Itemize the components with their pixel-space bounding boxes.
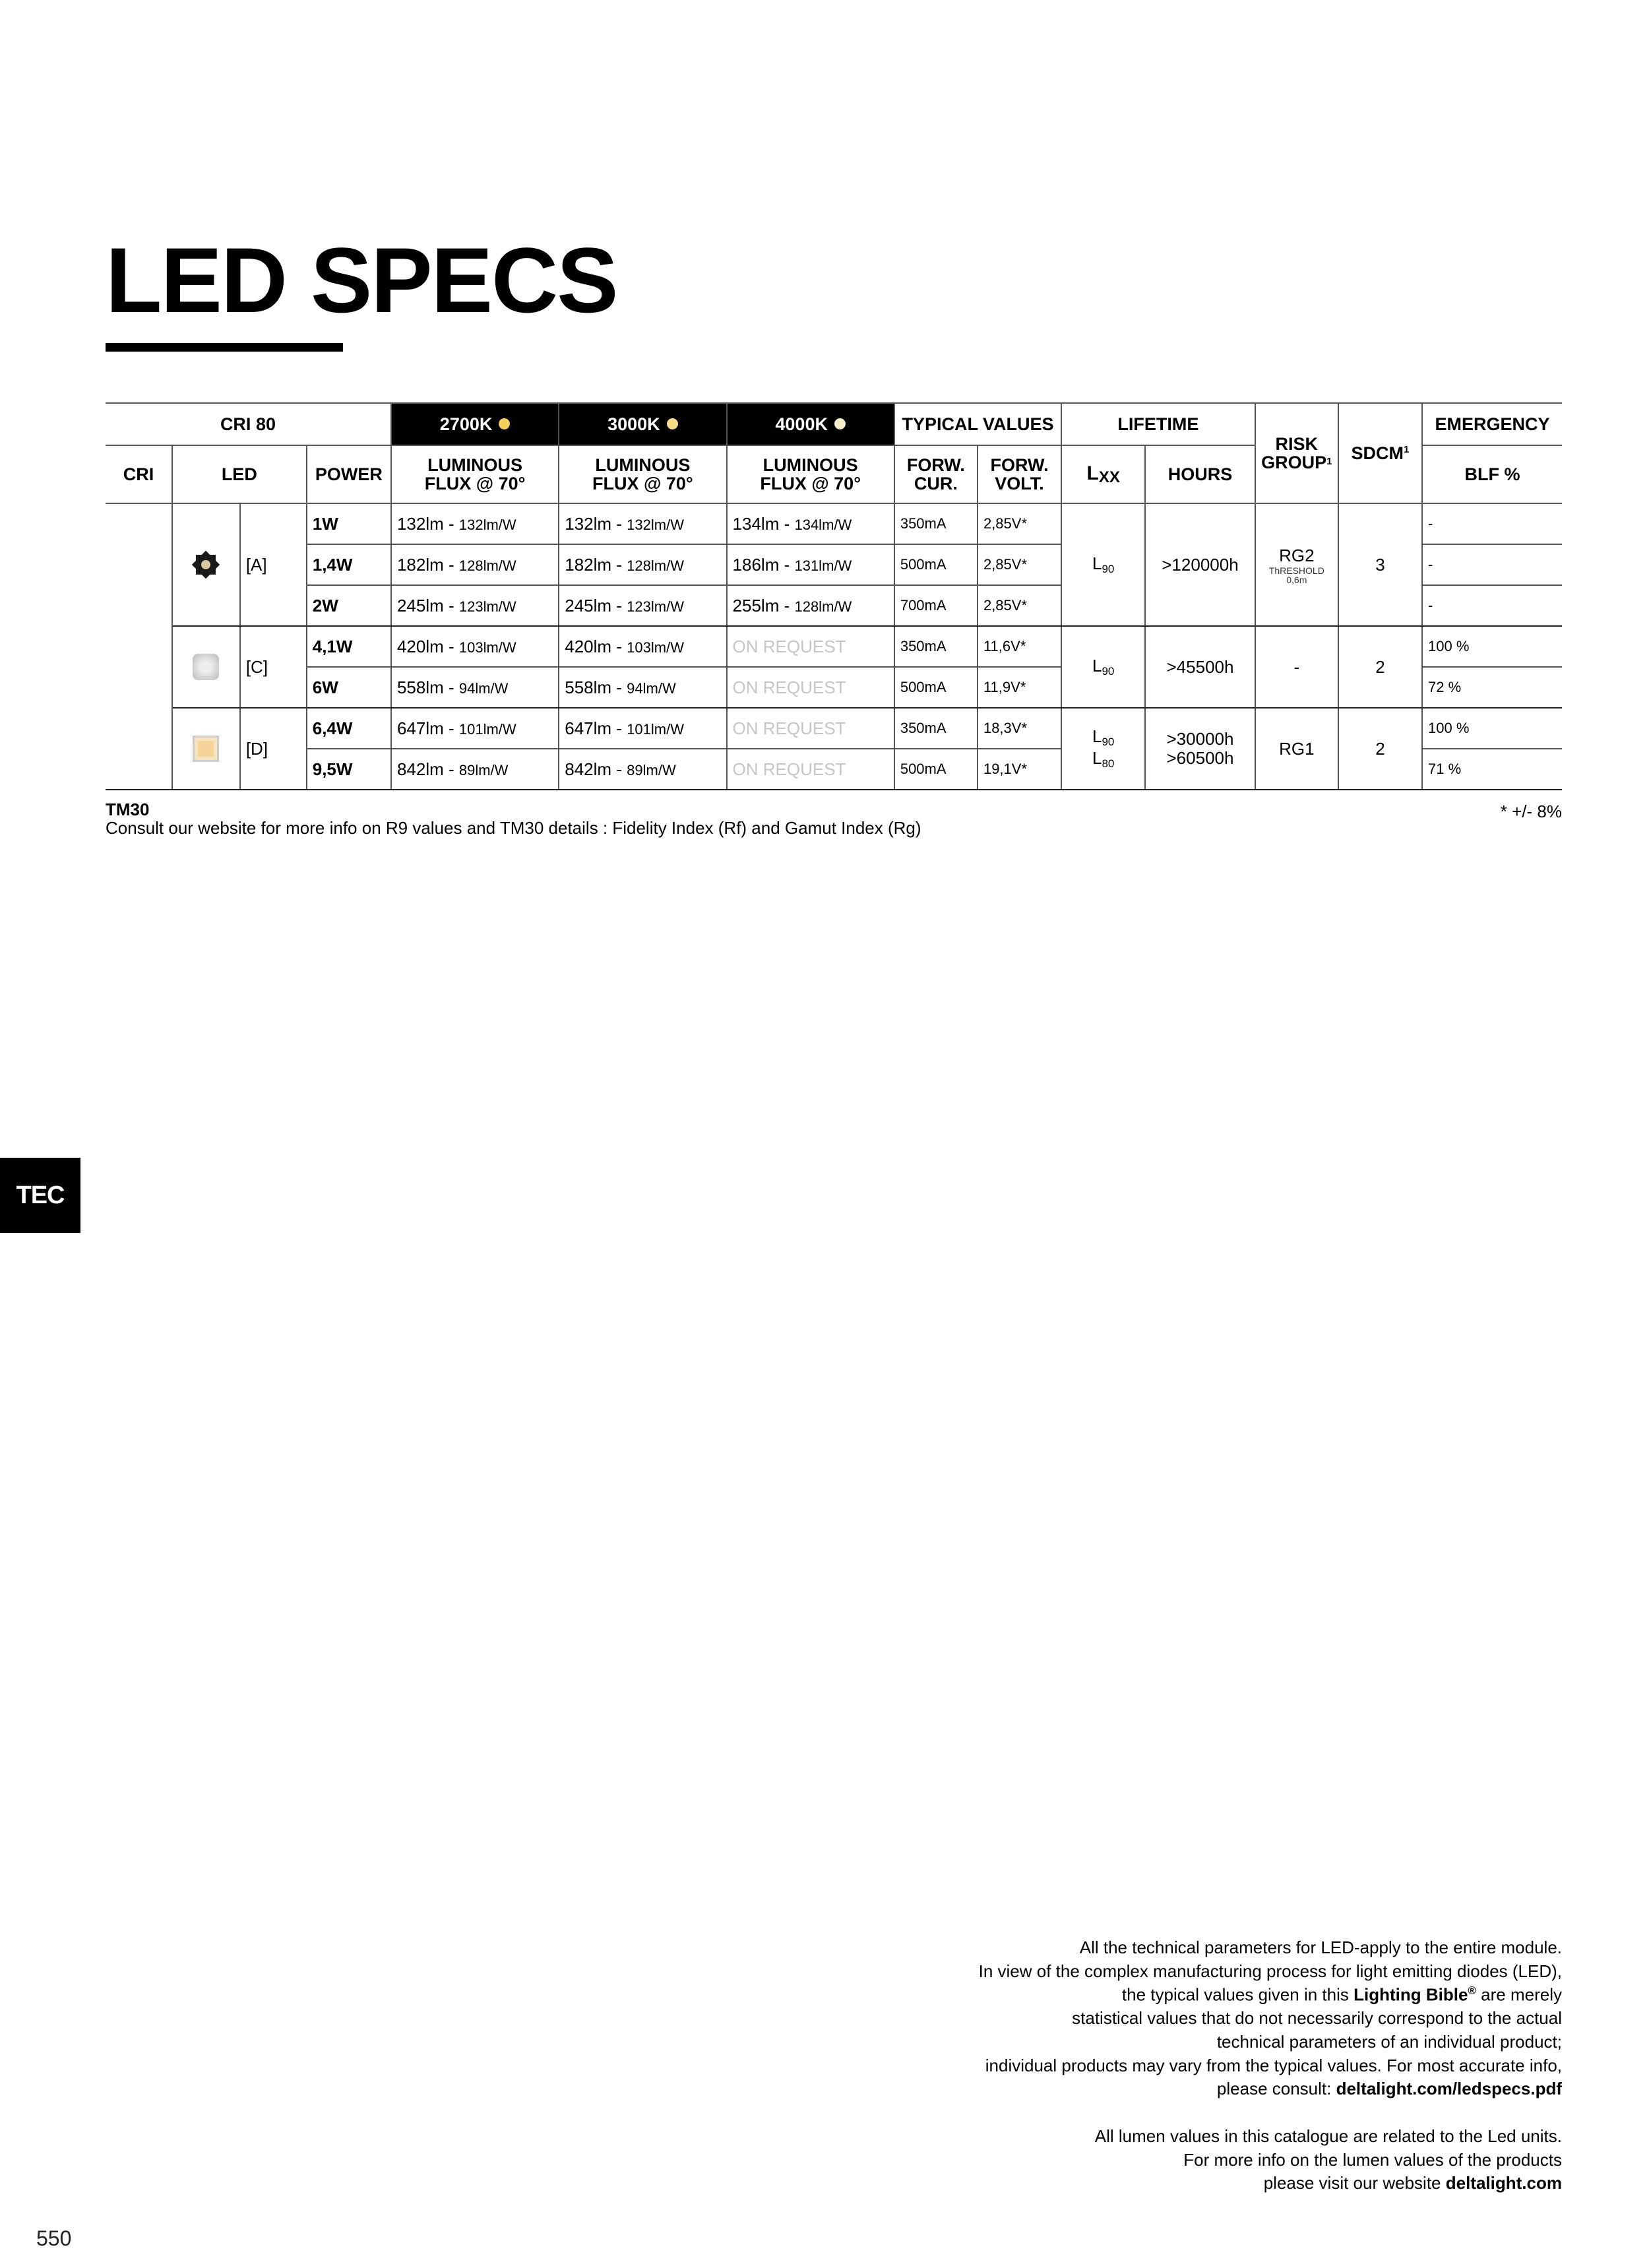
led-c-image [172, 626, 240, 708]
square-led-icon [193, 736, 219, 762]
power-cell: 4,1W [307, 626, 391, 667]
flux-cell: 647lm - 101lm/W [559, 708, 726, 749]
temp-2700k-header: 2700K [391, 403, 559, 445]
disclaimer-line: All the technical parameters for LED-apply to the entire module. [1079, 1937, 1562, 1957]
disclaimer-block [902, 1936, 1562, 2195]
sdcm-cell: 2 [1338, 626, 1422, 708]
lxx-cell: $L_{90}$ [1061, 626, 1145, 708]
current-cell: 500mA [894, 667, 978, 708]
voltage-cell: 11,9V* [978, 667, 1061, 708]
cri-column-header: CRI [106, 445, 172, 503]
sdcm-header: SDCM$^1$ [1338, 403, 1422, 503]
emergency-header: EMERGENCY [1422, 403, 1562, 445]
led-label: [C] [240, 626, 307, 708]
led-specs-table [106, 402, 1562, 790]
forw-cur-header: FORW. CUR. [894, 445, 978, 503]
blf-cell: 71 % [1422, 749, 1562, 790]
disclaimer-line: please consult: deltalight.com/ledspecs.pdf [1216, 2079, 1562, 2099]
sdcm-cell: 2 [1338, 708, 1422, 790]
voltage-cell: 11,6V* [978, 626, 1061, 667]
current-cell: 700mA [894, 585, 978, 626]
flux-cell: 245lm - 123lm/W [391, 585, 559, 626]
flux-cell: 558lm - 94lm/W [391, 667, 559, 708]
current-cell: 350mA [894, 708, 978, 749]
ledspecs-link[interactable]: deltalight.com/ledspecs.pdf [1336, 2079, 1562, 2099]
sdcm-cell: 3 [1338, 503, 1422, 626]
led-column-header: LED [172, 445, 307, 503]
lxx-cell: $L_{90}$ $L_{80}$ [1061, 708, 1145, 790]
led-d-image [172, 708, 240, 790]
on-request-cell: ON REQUEST [727, 667, 894, 708]
hours-cell: >45500h [1145, 626, 1255, 708]
blf-cell: - [1422, 503, 1562, 544]
current-cell: 500mA [894, 749, 978, 790]
disclaimer-line: individual products may vary from the typical values. For most accurate info, [985, 2055, 1562, 2075]
blf-cell: 100 % [1422, 708, 1562, 749]
risk-cell: RG2 ThRESHOLD 0,6m [1255, 503, 1338, 626]
power-cell: 6W [307, 667, 391, 708]
website-link[interactable]: deltalight.com [1445, 2173, 1562, 2193]
blf-cell: - [1422, 544, 1562, 585]
lifetime-header: LIFETIME [1061, 403, 1255, 445]
risk-cell: RG1 [1255, 708, 1338, 790]
on-request-cell: ON REQUEST [727, 749, 894, 790]
current-cell: 350mA [894, 626, 978, 667]
led-label: [A] [240, 503, 307, 626]
tolerance-note: * +/- 8% [1500, 802, 1562, 821]
power-cell: 2W [307, 585, 391, 626]
disclaimer-line: In view of the complex manufacturing process for light emitting diodes (LED), [978, 1961, 1562, 1981]
hours-cell: >30000h >60500h [1145, 708, 1255, 790]
temp-3000k-header: 3000K [559, 403, 726, 445]
page-title: LED SPECS [106, 228, 617, 332]
risk-cell: - [1255, 626, 1338, 708]
cri-group-header: CRI 80 [106, 403, 391, 445]
flux-cell: 186lm - 131lm/W [727, 544, 894, 585]
disclaimer-line: For more info on the lumen values of the products [1183, 2149, 1562, 2170]
blf-cell: - [1422, 585, 1562, 626]
flux-cell: 558lm - 94lm/W [559, 667, 726, 708]
typical-values-header: TYPICAL VALUES [894, 403, 1061, 445]
title-underline [106, 343, 343, 352]
tm30-title: TM30 [106, 800, 150, 819]
flux-cell: 842lm - 89lm/W [559, 749, 726, 790]
flux-cell: 255lm - 128lm/W [727, 585, 894, 626]
disclaimer-line: technical parameters of an individual product; [1216, 2032, 1562, 2052]
current-cell: 500mA [894, 544, 978, 585]
led-specs-table-container [106, 402, 1562, 790]
table-row [106, 503, 1562, 544]
led-a-image [172, 503, 240, 626]
flux-cell: 647lm - 101lm/W [391, 708, 559, 749]
blf-cell: 72 % [1422, 667, 1562, 708]
voltage-cell: 2,85V* [978, 544, 1061, 585]
tm30-text: Consult our website for more info on R9 values and TM30 details : Fidelity Index (Rf) and Gamut Index (Rg) [106, 818, 921, 838]
blf-cell: 100 % [1422, 626, 1562, 667]
led-label: [D] [240, 708, 307, 790]
flux-cell: 182lm - 128lm/W [391, 544, 559, 585]
voltage-cell: 2,85V* [978, 503, 1061, 544]
table-row [106, 626, 1562, 667]
pill-led-icon [193, 654, 219, 680]
disclaimer-line: please visit our website deltalight.com [1263, 2173, 1562, 2193]
flux-cell: 132lm - 132lm/W [391, 503, 559, 544]
lxx-header: LXX [1061, 445, 1145, 503]
disclaimer-line: statistical values that do not necessarily correspond to the actual [1072, 2008, 1562, 2029]
power-cell: 1W [307, 503, 391, 544]
flux-cell: 134lm - 134lm/W [727, 503, 894, 544]
risk-group-header: RISK GROUP$^1$ [1255, 403, 1338, 503]
forw-volt-header: FORW. VOLT. [978, 445, 1061, 503]
temp-dot-icon [834, 418, 846, 429]
page-number: 550 [36, 2226, 72, 2250]
blf-header: BLF % [1422, 445, 1562, 503]
flux-cell: 132lm - 132lm/W [559, 503, 726, 544]
disclaimer-line: All lumen values in this catalogue are related to the Led units. [1094, 2126, 1562, 2146]
section-tab-tec[interactable]: TEC [0, 1158, 80, 1233]
voltage-cell: 18,3V* [978, 708, 1061, 749]
flux-cell: 842lm - 89lm/W [391, 749, 559, 790]
flux-cell: 245lm - 123lm/W [559, 585, 726, 626]
flux-cell: 420lm - 103lm/W [559, 626, 726, 667]
power-column-header: POWER [307, 445, 391, 503]
voltage-cell: 2,85V* [978, 585, 1061, 626]
star-led-icon [192, 551, 220, 579]
on-request-cell: ON REQUEST [727, 708, 894, 749]
temp-dot-icon [499, 418, 510, 429]
power-cell: 1,4W [307, 544, 391, 585]
flux-cell: 420lm - 103lm/W [391, 626, 559, 667]
flux-cell: 182lm - 128lm/W [559, 544, 726, 585]
hours-header: HOURS [1145, 445, 1255, 503]
voltage-cell: 19,1V* [978, 749, 1061, 790]
lxx-cell: $L_{90}$ [1061, 503, 1145, 626]
flux-2700k-header: LUMINOUS FLUX @ 70° [391, 445, 559, 503]
table-row [106, 708, 1562, 749]
cri-cell [106, 503, 172, 790]
on-request-cell: ON REQUEST [727, 626, 894, 667]
flux-4000k-header: LUMINOUS FLUX @ 70° [727, 445, 894, 503]
hours-cell: >120000h [1145, 503, 1255, 626]
temp-4000k-header: 4000K [727, 403, 894, 445]
flux-3000k-header: LUMINOUS FLUX @ 70° [559, 445, 726, 503]
current-cell: 350mA [894, 503, 978, 544]
power-cell: 6,4W [307, 708, 391, 749]
temp-dot-icon [667, 418, 678, 429]
disclaimer-line: the typical values given in this Lighting Bible® are merely [1121, 1984, 1562, 2005]
header-row-1 [106, 403, 1562, 445]
power-cell: 9,5W [307, 749, 391, 790]
